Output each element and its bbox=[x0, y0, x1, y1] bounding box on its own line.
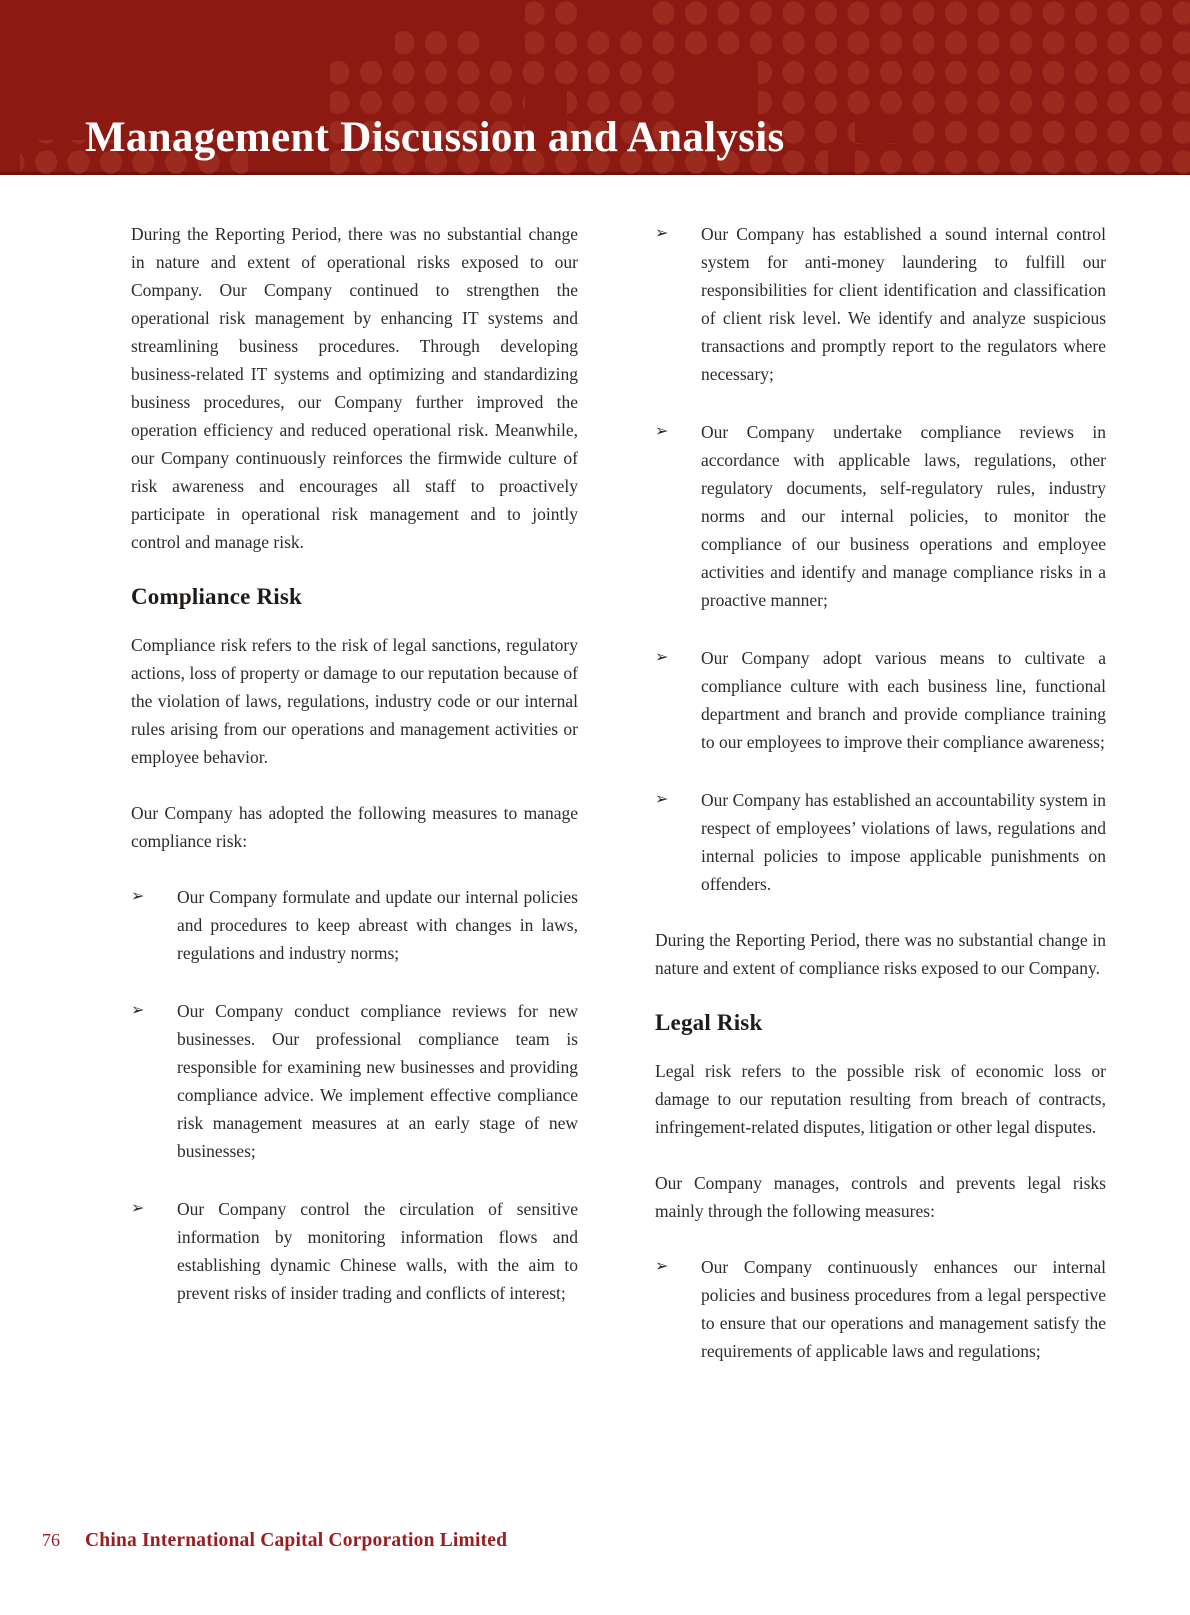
section-heading-legal-risk: Legal Risk bbox=[655, 1010, 763, 1035]
list-item bbox=[655, 1253, 1106, 1365]
company-name: China International Capital Corporation Limited bbox=[85, 1530, 508, 1551]
list-item-text: Our Company has established a sound internal control system for anti-money laundering to fulfill our responsibilities for client identification and classification of client risk level. We identify and analyze suspicious transactions and promptly report to the regulators where necessary; bbox=[701, 224, 1106, 384]
arrow-bullet-icon: ➢ bbox=[655, 1258, 669, 1275]
arrow-bullet-icon: ➢ bbox=[655, 649, 669, 666]
paragraph-compliance-reporting-period: During the Reporting Period, there was no substantial change in nature and extent of compliance risks exposed to our Company. bbox=[655, 930, 1106, 978]
list-item bbox=[131, 997, 578, 1165]
page-footer bbox=[42, 1530, 507, 1552]
list-item-text: Our Company formulate and update our internal policies and procedures to keep abreast with changes in laws, regulations and industry norms; bbox=[177, 887, 578, 963]
list-item bbox=[655, 418, 1106, 614]
page-header bbox=[0, 0, 1190, 175]
paragraph-operational-risk: During the Reporting Period, there was no substantial change in nature and extent of operational risks exposed to our Company. Our Company continued to strengthen the operational risk management by enhancing IT systems and streamlining business procedures. Through developing business-related IT systems and optimizing and standardizing business procedures, our Company further improved the operation efficiency and reduced operational risk. Meanwhile, our Company continuously reinforces the firmwide culture of risk awareness and encourages all staff to proactively participate in operational risk management and to jointly control and manage risk. bbox=[131, 224, 578, 552]
list-item bbox=[655, 786, 1106, 898]
page-number: 76 bbox=[42, 1530, 60, 1550]
compliance-measures-list-left bbox=[131, 883, 578, 1307]
list-item-text: Our Company adopt various means to cultivate a compliance culture with each business line, functional department and branch and provide compliance training to our employees to improve their compliance awareness; bbox=[701, 648, 1106, 752]
paragraph-legal-definition: Legal risk refers to the possible risk of economic loss or damage to our reputation resulting from breach of contracts, infringement-related disputes, litigation or other legal disputes. bbox=[655, 1061, 1106, 1137]
arrow-bullet-icon: ➢ bbox=[131, 888, 145, 905]
page-title: Management Discussion and Analysis bbox=[85, 114, 785, 161]
list-item bbox=[655, 220, 1106, 388]
list-item-text: Our Company continuously enhances our internal policies and business procedures from a legal perspective to ensure that our operations and management satisfy the requirements of applicable laws and regulations; bbox=[701, 1257, 1106, 1361]
arrow-bullet-icon: ➢ bbox=[655, 423, 669, 440]
list-item-text: Our Company has established an accountability system in respect of employees’ violations of laws, regulations and internal policies to impose applicable punishments on offenders. bbox=[701, 790, 1106, 894]
list-item-text: Our Company control the circulation of sensitive information by monitoring information flows and establishing dynamic Chinese walls, with the aim to prevent risks of insider trading and conflicts of interest; bbox=[177, 1199, 578, 1303]
section-heading-compliance-risk: Compliance Risk bbox=[131, 584, 303, 609]
compliance-measures-list-right bbox=[655, 220, 1106, 898]
list-item-text: Our Company conduct compliance reviews for new businesses. Our professional compliance team is responsible for examining new businesses and providing compliance advice. We implement effective compliance risk management measures at an early stage of new businesses; bbox=[177, 1001, 578, 1161]
list-item-text: Our Company undertake compliance reviews in accordance with applicable laws, regulations, other regulatory documents, self-regulatory rules, industry norms and our internal policies, to monitor the compliance of our business operations and employee activities and identify and manage compliance risks in a proactive manner; bbox=[701, 422, 1106, 610]
arrow-bullet-icon: ➢ bbox=[655, 791, 669, 808]
list-item bbox=[131, 1195, 578, 1307]
list-item bbox=[655, 644, 1106, 756]
arrow-bullet-icon: ➢ bbox=[131, 1002, 145, 1019]
list-item bbox=[131, 883, 578, 967]
paragraph-compliance-definition: Compliance risk refers to the risk of legal sanctions, regulatory actions, loss of property or damage to our reputation because of the violation of laws, regulations, industry code or our internal rules arising from our operations and management activities or employee behavior. bbox=[131, 635, 578, 767]
arrow-bullet-icon: ➢ bbox=[655, 225, 669, 242]
arrow-bullet-icon: ➢ bbox=[131, 1200, 145, 1217]
paragraph-compliance-measures-intro: Our Company has adopted the following measures to manage compliance risk: bbox=[131, 803, 578, 851]
left-column bbox=[131, 220, 578, 1365]
legal-measures-list bbox=[655, 1253, 1106, 1365]
right-column bbox=[655, 220, 1106, 1365]
paragraph-legal-measures-intro: Our Company manages, controls and prevents legal risks mainly through the following measures: bbox=[655, 1173, 1106, 1221]
page-content bbox=[131, 220, 1106, 1365]
